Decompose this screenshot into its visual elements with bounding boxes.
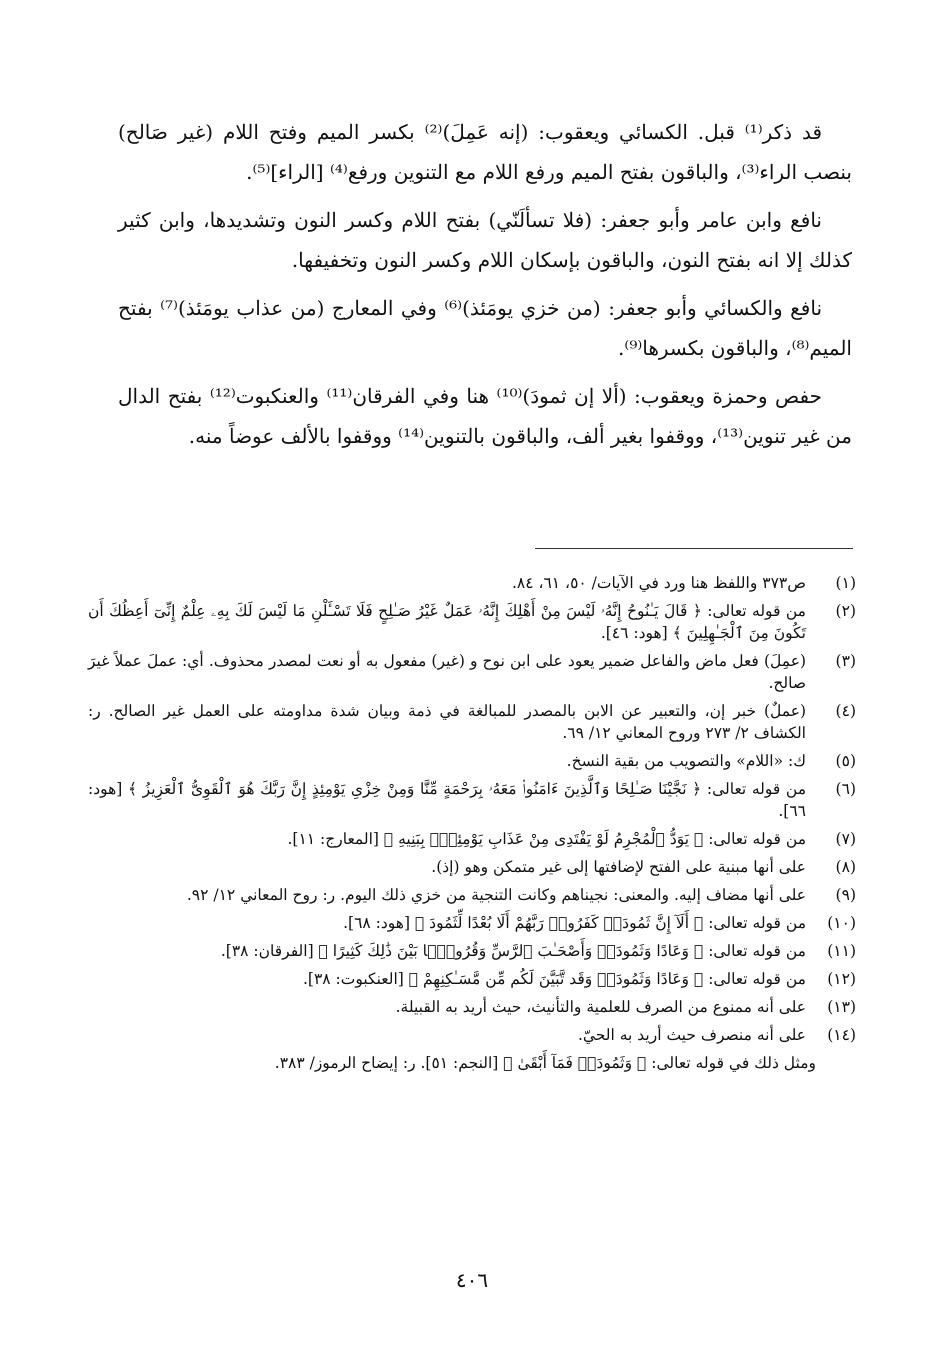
footnote-text: من قوله تعالى: ﴿ وَعَادًا وَثَمُودَا۟ وَأَصْحَـٰبَ ٱلرَّسِّ وَقُرُونًۢا بَيْنَ ذَٰلِكَ كَثِيرًا ﴾ [الفرقان: ٣٨]. xyxy=(220,942,806,960)
footnote-text: من قوله تعالى: ﴿ يَوَدُّ ٱلْمُجْرِمُ لَوْ يَفْتَدِى مِنْ عَذَابِ يَوْمِئِذٍۭ بِبَنِيهِ ﴾ [المعارج: ١١]. xyxy=(287,830,806,848)
footnote-number: (٦) xyxy=(835,780,856,798)
footnote-text: ص٣٧٣ واللفظ هنا ورد في الآيات/ ٥٠، ٦١، ٨٤. xyxy=(511,574,806,592)
footnote-number: (١٠) xyxy=(827,914,856,932)
footnote xyxy=(88,650,856,694)
footnote-number: (١٣) xyxy=(827,998,856,1016)
footnote xyxy=(88,996,856,1018)
footnote-text: من قوله تعالى: ﴿ أَلَآ إِنَّ ثَمُودَا۟ كَفَرُوا۟ رَبَّهُمْ أَلَا بُعْدًا لِّثَمُودَ ﴾ [هود: ٦٨]. xyxy=(343,914,806,932)
footnote xyxy=(88,940,856,962)
footnote xyxy=(88,600,856,644)
footnote-text: على أنه ممنوع من الصرف للعلمية والتأنيث، حيث أريد به القبيلة. xyxy=(395,998,806,1016)
page-number: ٤٠٦ xyxy=(455,1268,489,1292)
footnote-text: من قوله تعالى: ﴿ قَالَ يَـٰنُوحُ إِنَّهُۥ لَيْسَ مِنْ أَهْلِكَ إِنَّهُۥ عَمَلٌ غَيْرُ صَـٰلِحٍ فَلَا تَسْـَٔلْنِ مَا لَيْسَ لَكَ بِهِۦ عِلْمٌ إِنِّىٓ أَعِظُكَ أَن تَكُونَ مِنَ ٱلْجَـٰهِلِينَ ﴾ [هود: ٤٦]. xyxy=(88,602,806,642)
footnotes xyxy=(88,572,856,1074)
footnote-text: (عملٌ) خبر إن، والتعبير عن الابن بالمصدر للمبالغة في ذمة وبيان شدة مداومته على العمل غير الصالح. ر: الكشاف ٢/ ٢٧٣ وروح المعاني ١٢/ ٦٩. xyxy=(88,702,806,742)
footnote xyxy=(88,884,856,906)
main-text xyxy=(118,112,852,464)
footnote-number: (٨) xyxy=(835,858,856,876)
paragraph-qiraat-2: نافع وابن عامر وأبو جعفر: (فلا تسألَنّي) بفتح اللام وكسر النون وتشديدها، وابن كثير كذلك إلا انه بفتح النون، والباقون بإسكان اللام وكسر النون وتخفيفها. xyxy=(118,208,852,272)
footnote xyxy=(88,700,856,744)
footnote-text: من قوله تعالى: ﴿ نَجَّيْنَا صَـٰلِحًا وَٱلَّذِينَ ءَامَنُوا۟ مَعَهُۥ بِرَحْمَةٍ مِّنَّا وَمِنْ خِزْىِ يَوْمِئِذٍ إِنَّ رَبَّكَ هُوَ ٱلْقَوِىُّ ٱلْعَزِيزُ ﴾ [هود: ٦٦]. xyxy=(88,780,806,820)
footnote-number: (١) xyxy=(835,574,856,592)
footnote-text: على أنها مضاف إليه. والمعنى: نجيناهم وكانت التنجية من خزي ذلك اليوم. ر: روح المعاني ١٢/ ٩٢. xyxy=(186,886,806,904)
footnote-text: (عمِلَ) فعل ماض والفاعل ضمير يعود على ابن نوح و (غير) مفعول به أو نعت لمصدر محذوف. أي: عملَ عملاً غيرَ صالح. xyxy=(88,652,806,692)
footnote-number: (٥) xyxy=(835,752,856,770)
footnote-number: (١٤) xyxy=(827,1026,856,1044)
footnote xyxy=(88,856,856,878)
footnote-number: (٧) xyxy=(835,830,856,848)
footnote xyxy=(88,778,856,822)
footnote-text: ك: «اللام» والتصويب من بقية النسخ. xyxy=(566,752,806,770)
footnote-number: (٢) xyxy=(835,602,856,620)
footnote-number: (٣) xyxy=(835,652,856,670)
footnote-text: من قوله تعالى: ﴿ وَعَادًا وَثَمُودَا۟ وَقَد تَّبَيَّنَ لَكُم مِّن مَّسَـٰكِنِهِمْ ﴾ [العنكبوت: ٣٨]. xyxy=(302,970,806,988)
footnote xyxy=(88,1024,856,1046)
paragraph-qiraat-3: نافع والكسائي وأبو جعفر: (من خزي يومَئذ)⁽⁶⁾ وفي المعارج (من عذاب يومَئذ)⁽⁷⁾ بفتح الميم⁽⁸⁾، والباقون بكسرها⁽⁹⁾. xyxy=(118,296,852,360)
footnote xyxy=(88,828,856,850)
footnote-number: (٩) xyxy=(835,886,856,904)
footnote-number: (٤) xyxy=(835,702,856,720)
footnote-number: (١١) xyxy=(827,942,856,960)
footnote xyxy=(88,750,856,772)
footnote-separator xyxy=(535,548,853,549)
footnote xyxy=(88,912,856,934)
footnote xyxy=(88,968,856,990)
footnote-text: على أنه منصرف حيث أريد به الحيّ. xyxy=(577,1026,806,1044)
paragraph-qiraat-4: حفص وحمزة ويعقوب: (ألا إن ثمودَ)⁽¹⁰⁾ هنا وفي الفرقان⁽¹¹⁾ والعنكبوت⁽¹²⁾ بفتح الدال من غير تنوين⁽¹³⁾، ووقفوا بغير ألف، والباقون بالتنوين⁽¹⁴⁾ ووقفوا بالألف عوضاً منه. xyxy=(118,384,852,448)
footnote-number: (١٢) xyxy=(827,970,856,988)
paragraph-qiraat-1: قد ذكر⁽¹⁾ قبل. الكسائي ويعقوب: (إنه عَمِلَ)⁽²⁾ بكسر الميم وفتح اللام (غير صَالح) بنصب الراء⁽³⁾، والباقون بفتح الميم ورفع اللام مع التنوين ورفع⁽⁴⁾ [الراء]⁽⁵⁾. xyxy=(118,120,852,184)
footnote-continuation: ومثل ذلك في قوله تعالى: ﴿ وَثَمُودَا۟ فَمَآ أَبْقَىٰ ﴾ [النجم: ٥١]. ر: إيضاح الرموز/ ٣٨٣. xyxy=(274,1054,816,1072)
footnote xyxy=(88,572,856,594)
footnote-text: على أنها مبنية على الفتح لإضافتها إلى غير متمكن وهو (إذ). xyxy=(431,858,806,876)
